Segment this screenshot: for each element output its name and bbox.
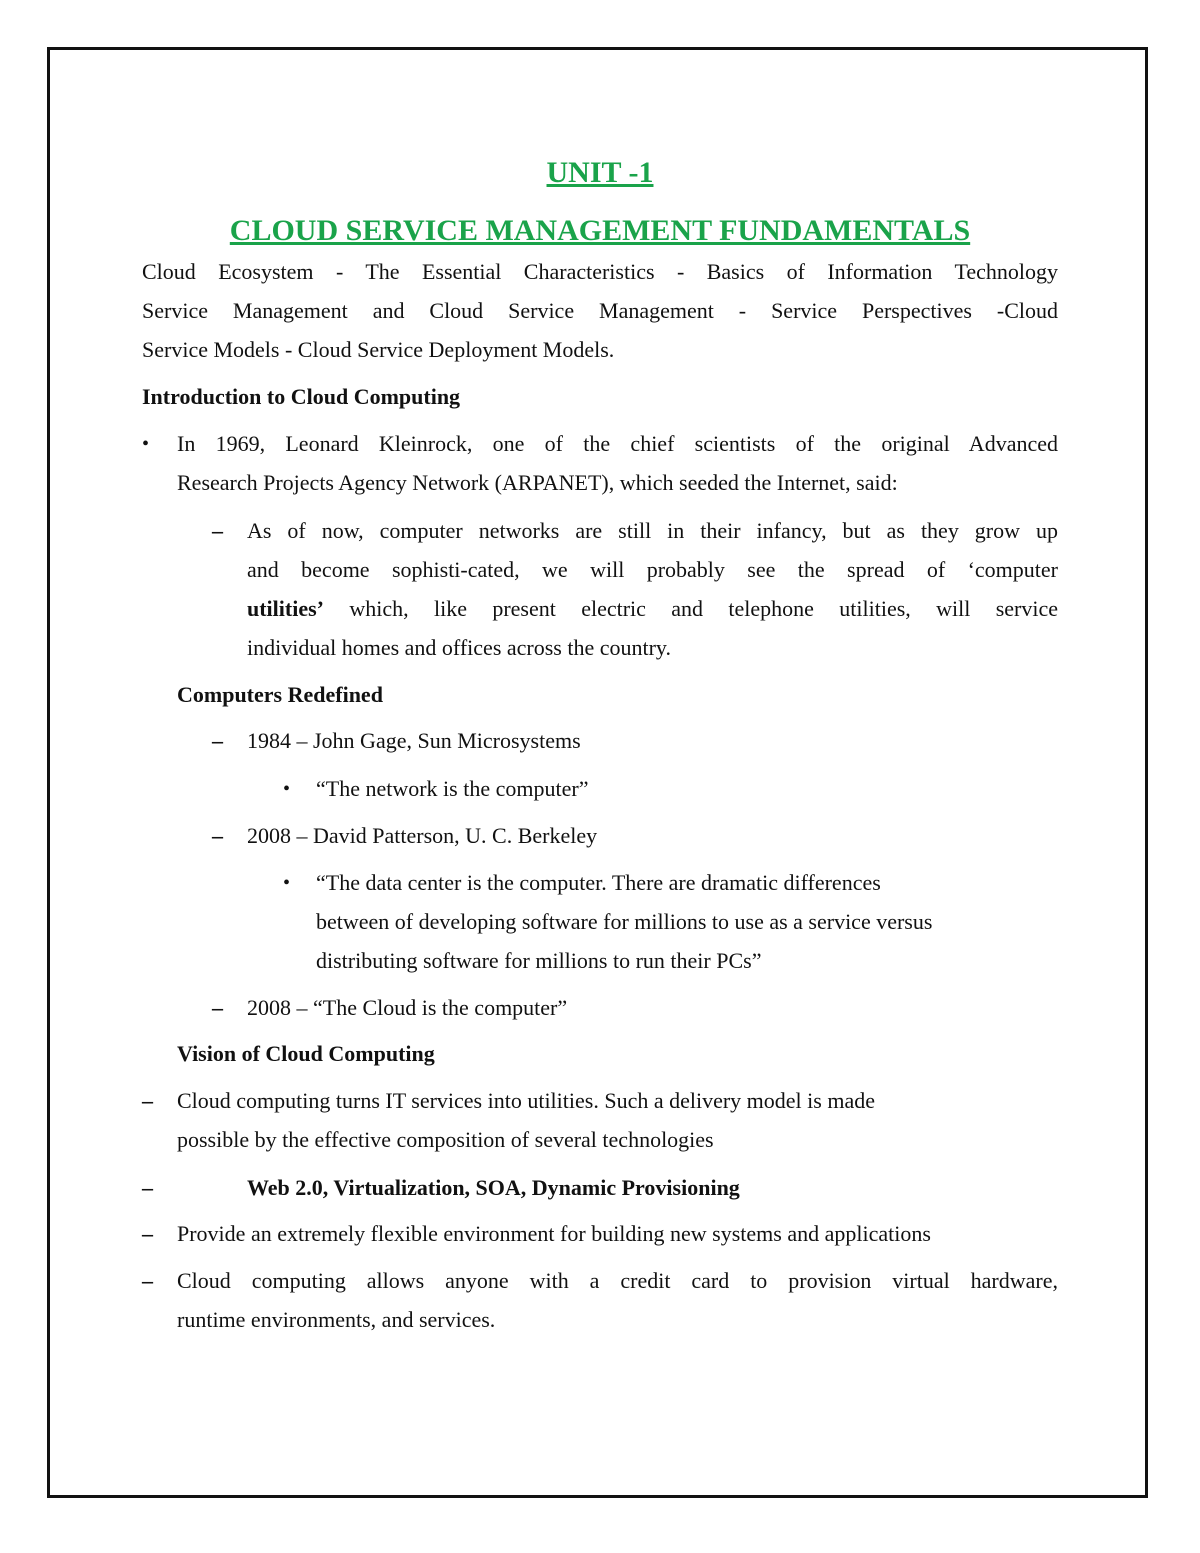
syllabus-line-2: Service Management and Cloud Service Management - Service Perspectives -Cloud xyxy=(142,298,1058,323)
redefined-item-1-sub: “The network is the computer” xyxy=(316,776,589,801)
redefined-heading: Computers Redefined xyxy=(177,682,383,707)
main-title: CLOUD SERVICE MANAGEMENT FUNDAMENTALS xyxy=(229,214,971,247)
dash-icon: – xyxy=(142,1268,153,1293)
quote-line-2: and become sophisti-cated, we will probably see the spread of ‘computer xyxy=(247,557,1058,582)
quote-line-1: As of now, computer networks are still in their infancy, but as they grow up xyxy=(247,518,1058,543)
vision-item-4-line-2: runtime environments, and services. xyxy=(177,1307,496,1332)
syllabus-line-1: Cloud Ecosystem - The Essential Characteristics - Basics of Information Technology xyxy=(142,259,1058,284)
bullet-icon: • xyxy=(283,778,291,800)
bullet-icon: • xyxy=(142,433,150,455)
dash-icon: – xyxy=(142,1088,153,1113)
dash-icon: – xyxy=(212,518,223,543)
bullet-icon: • xyxy=(283,872,291,894)
quote-line-3-rest: which, like present electric and telephone utilities, will service xyxy=(324,596,1058,621)
vision-item-2: Web 2.0, Virtualization, SOA, Dynamic Provisioning xyxy=(247,1175,740,1200)
intro-heading: Introduction to Cloud Computing xyxy=(142,384,461,409)
redefined-item-2-sub-line-2: between of developing software for millions to use as a service versus xyxy=(316,909,933,934)
dash-icon: – xyxy=(142,1221,153,1246)
dash-icon: – xyxy=(212,823,223,848)
quote-bold-word: utilities’ xyxy=(247,596,324,621)
redefined-item-3: 2008 – “The Cloud is the computer” xyxy=(247,995,568,1020)
unit-title: UNIT -1 xyxy=(546,156,654,189)
redefined-item-2: 2008 – David Patterson, U. C. Berkeley xyxy=(247,823,598,848)
intro-bullet-line-2: Research Projects Agency Network (ARPANET), which seeded the Internet, said: xyxy=(177,470,898,495)
quote-line-3 xyxy=(247,589,1058,628)
syllabus-line-3: Service Models - Cloud Service Deployment Models. xyxy=(142,337,615,362)
dash-icon: – xyxy=(212,995,223,1020)
redefined-item-2-sub-line-1: “The data center is the computer. There are dramatic differences xyxy=(316,870,881,895)
vision-item-3: Provide an extremely flexible environment for building new systems and applications xyxy=(177,1221,931,1246)
vision-item-1-line-1: Cloud computing turns IT services into utilities. Such a delivery model is made xyxy=(177,1088,875,1113)
vision-item-1-line-2: possible by the effective composition of several technologies xyxy=(177,1127,714,1152)
vision-heading: Vision of Cloud Computing xyxy=(177,1041,435,1066)
redefined-item-1: 1984 – John Gage, Sun Microsystems xyxy=(247,728,581,753)
dash-icon: – xyxy=(142,1175,153,1200)
quote-line-4: individual homes and offices across the country. xyxy=(247,635,672,660)
redefined-item-2-sub-line-3: distributing software for millions to run their PCs” xyxy=(316,948,762,973)
vision-item-4-line-1: Cloud computing allows anyone with a credit card to provision virtual hardware, xyxy=(177,1268,1058,1293)
dash-icon: – xyxy=(212,728,223,753)
intro-bullet-line-1: In 1969, Leonard Kleinrock, one of the chief scientists of the original Advanced xyxy=(177,431,1058,456)
